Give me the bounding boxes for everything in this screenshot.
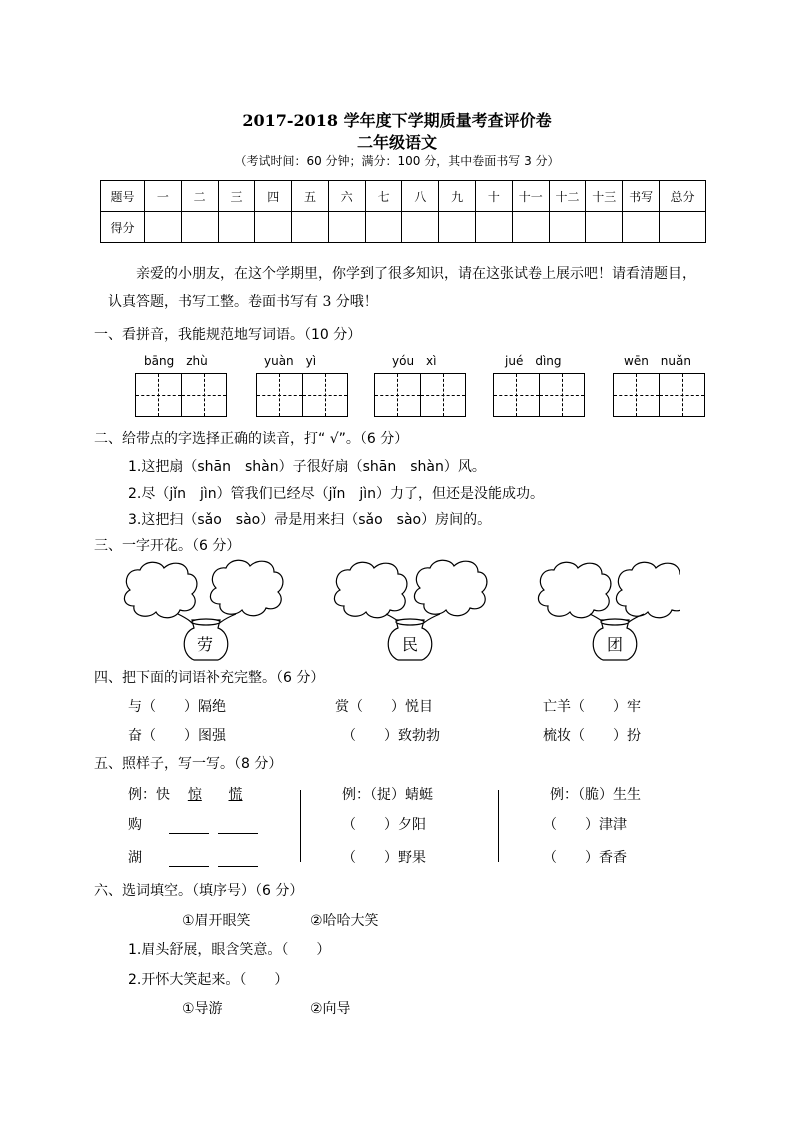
column-divider: [300, 790, 301, 862]
question-line: 2.尽（jǐn jìn）管我们已经尽（jǐn jìn）力了，但还是没能成功。: [128, 486, 544, 502]
score-table-score-row: [101, 212, 706, 243]
score-input-cell[interactable]: [402, 212, 439, 243]
section-3-heading: 三、一字开花。（6 分）: [94, 538, 241, 554]
table-cell: 六: [328, 181, 365, 212]
question-line: 1.这把扇（shān shàn）子很好扇（shān shàn）风。: [128, 459, 486, 475]
writing-grid[interactable]: [374, 373, 466, 417]
fill-item[interactable]: 赏（ ）悦目: [335, 699, 433, 715]
pinyin-label: yóu xì: [392, 354, 437, 368]
fill-item[interactable]: 亡羊（ ）牢: [543, 699, 641, 715]
table-cell: 十二: [549, 181, 586, 212]
answer-blank[interactable]: [169, 819, 209, 834]
option: ②向导: [310, 1001, 351, 1017]
pinyin-label: yuàn yì: [264, 354, 317, 368]
table-cell: 十三: [586, 181, 623, 212]
answer-blank[interactable]: [218, 852, 258, 867]
table-cell: 三: [218, 181, 255, 212]
score-input-cell[interactable]: [549, 212, 586, 243]
table-cell: 十一: [512, 181, 549, 212]
writing-grid[interactable]: [256, 373, 348, 417]
exam-grade-title: 二年级语文: [356, 133, 437, 152]
score-input-cell[interactable]: [586, 212, 623, 243]
table-cell: 九: [439, 181, 476, 212]
score-input-cell[interactable]: [660, 212, 706, 243]
example-word: 慌: [228, 787, 243, 803]
section-6-heading: 六、选词填空。（填序号）（6 分）: [94, 883, 304, 899]
row-char: 购: [128, 817, 142, 833]
answer-row[interactable]: （ ）野果: [342, 850, 426, 866]
section-1-heading: 一、看拼音，我能规范地写词语。（10 分）: [94, 327, 362, 343]
answer-blank[interactable]: [169, 852, 209, 867]
writing-grid[interactable]: [613, 373, 705, 417]
section-5-heading: 五、照样子，写一写。（8 分）: [94, 756, 283, 772]
table-cell: 一: [145, 181, 182, 212]
vase-char-1: 劳: [197, 635, 214, 654]
example-1: [128, 784, 243, 804]
vase-char-3: 团: [607, 635, 624, 654]
intro-paragraph: 亲爱的小朋友，在这个学期里，你学到了很多知识，请在这张试卷上展示吧！请看清题目，认真答题，书写工整。卷面书写有 3 分哦！: [108, 266, 696, 310]
score-input-cell[interactable]: [218, 212, 255, 243]
row-char: 湖: [128, 850, 142, 866]
section-2-heading: 二、给带点的字选择正确的读音，打“ √”。（6 分）: [94, 431, 409, 447]
table-cell: 书写: [623, 181, 660, 212]
writing-grid[interactable]: [493, 373, 585, 417]
score-table: [100, 180, 706, 243]
question-line[interactable]: 2.开怀大笑起来。（ ）: [128, 972, 289, 988]
score-input-cell[interactable]: [365, 212, 402, 243]
score-input-cell[interactable]: [476, 212, 513, 243]
answer-blank[interactable]: [218, 819, 258, 834]
score-table-header-row: [101, 181, 706, 212]
table-cell: 得分: [101, 212, 145, 243]
pinyin-label: wēn nuǎn: [624, 354, 691, 368]
answer-row[interactable]: （ ）津津: [543, 817, 627, 833]
pinyin-label: jué dìng: [505, 354, 562, 368]
score-input-cell[interactable]: [292, 212, 329, 243]
fill-item[interactable]: 与（ ）隔绝: [128, 699, 226, 715]
option: ①导游: [182, 1001, 223, 1017]
table-cell: 七: [365, 181, 402, 212]
score-input-cell[interactable]: [145, 212, 182, 243]
table-cell: 十: [476, 181, 513, 212]
answer-row[interactable]: （ ）夕阳: [342, 817, 426, 833]
table-cell: 总分: [660, 181, 706, 212]
vase-char-2: 民: [402, 635, 419, 654]
score-input-cell[interactable]: [623, 212, 660, 243]
table-cell: 八: [402, 181, 439, 212]
question-line: 3.这把扫（sǎo sào）帚是用来扫（sǎo sào）房间的。: [128, 512, 492, 528]
fill-item[interactable]: （ ）致勃勃: [342, 728, 440, 744]
score-input-cell[interactable]: [328, 212, 365, 243]
pinyin-label: bāng zhù: [144, 354, 208, 368]
example-2: 例：（捉）蜻蜓: [342, 787, 433, 803]
section-4-heading: 四、把下面的词语补充完整。（6 分）: [94, 670, 325, 686]
answer-row: [128, 814, 258, 834]
question-line[interactable]: 1.眉头舒展，眼含笑意。（ ）: [128, 942, 331, 958]
table-cell: 题号: [101, 181, 145, 212]
score-input-cell[interactable]: [439, 212, 476, 243]
example-prefix: 例：快: [128, 787, 170, 803]
score-input-cell[interactable]: [181, 212, 218, 243]
example-word: 惊: [187, 787, 202, 803]
answer-row[interactable]: （ ）香香: [543, 850, 627, 866]
table-cell: 二: [181, 181, 218, 212]
table-cell: 四: [255, 181, 292, 212]
fill-item[interactable]: 梳妆（ ）扮: [543, 728, 641, 744]
exam-title: 2017-2018 学年度下学期质量考查评价卷: [242, 111, 552, 130]
fill-item[interactable]: 奋（ ）图强: [128, 728, 226, 744]
column-divider: [498, 790, 499, 862]
score-input-cell[interactable]: [512, 212, 549, 243]
writing-grid[interactable]: [135, 373, 227, 417]
example-3: 例：（脆）生生: [550, 787, 641, 803]
option: ②哈哈大笑: [310, 913, 379, 929]
option: ①眉开眼笑: [182, 913, 251, 929]
exam-subtitle: （考试时间：60 分钟；满分：100 分，其中卷面书写 3 分）: [234, 154, 560, 168]
table-cell: 五: [292, 181, 329, 212]
score-input-cell[interactable]: [255, 212, 292, 243]
answer-row: [128, 847, 258, 867]
